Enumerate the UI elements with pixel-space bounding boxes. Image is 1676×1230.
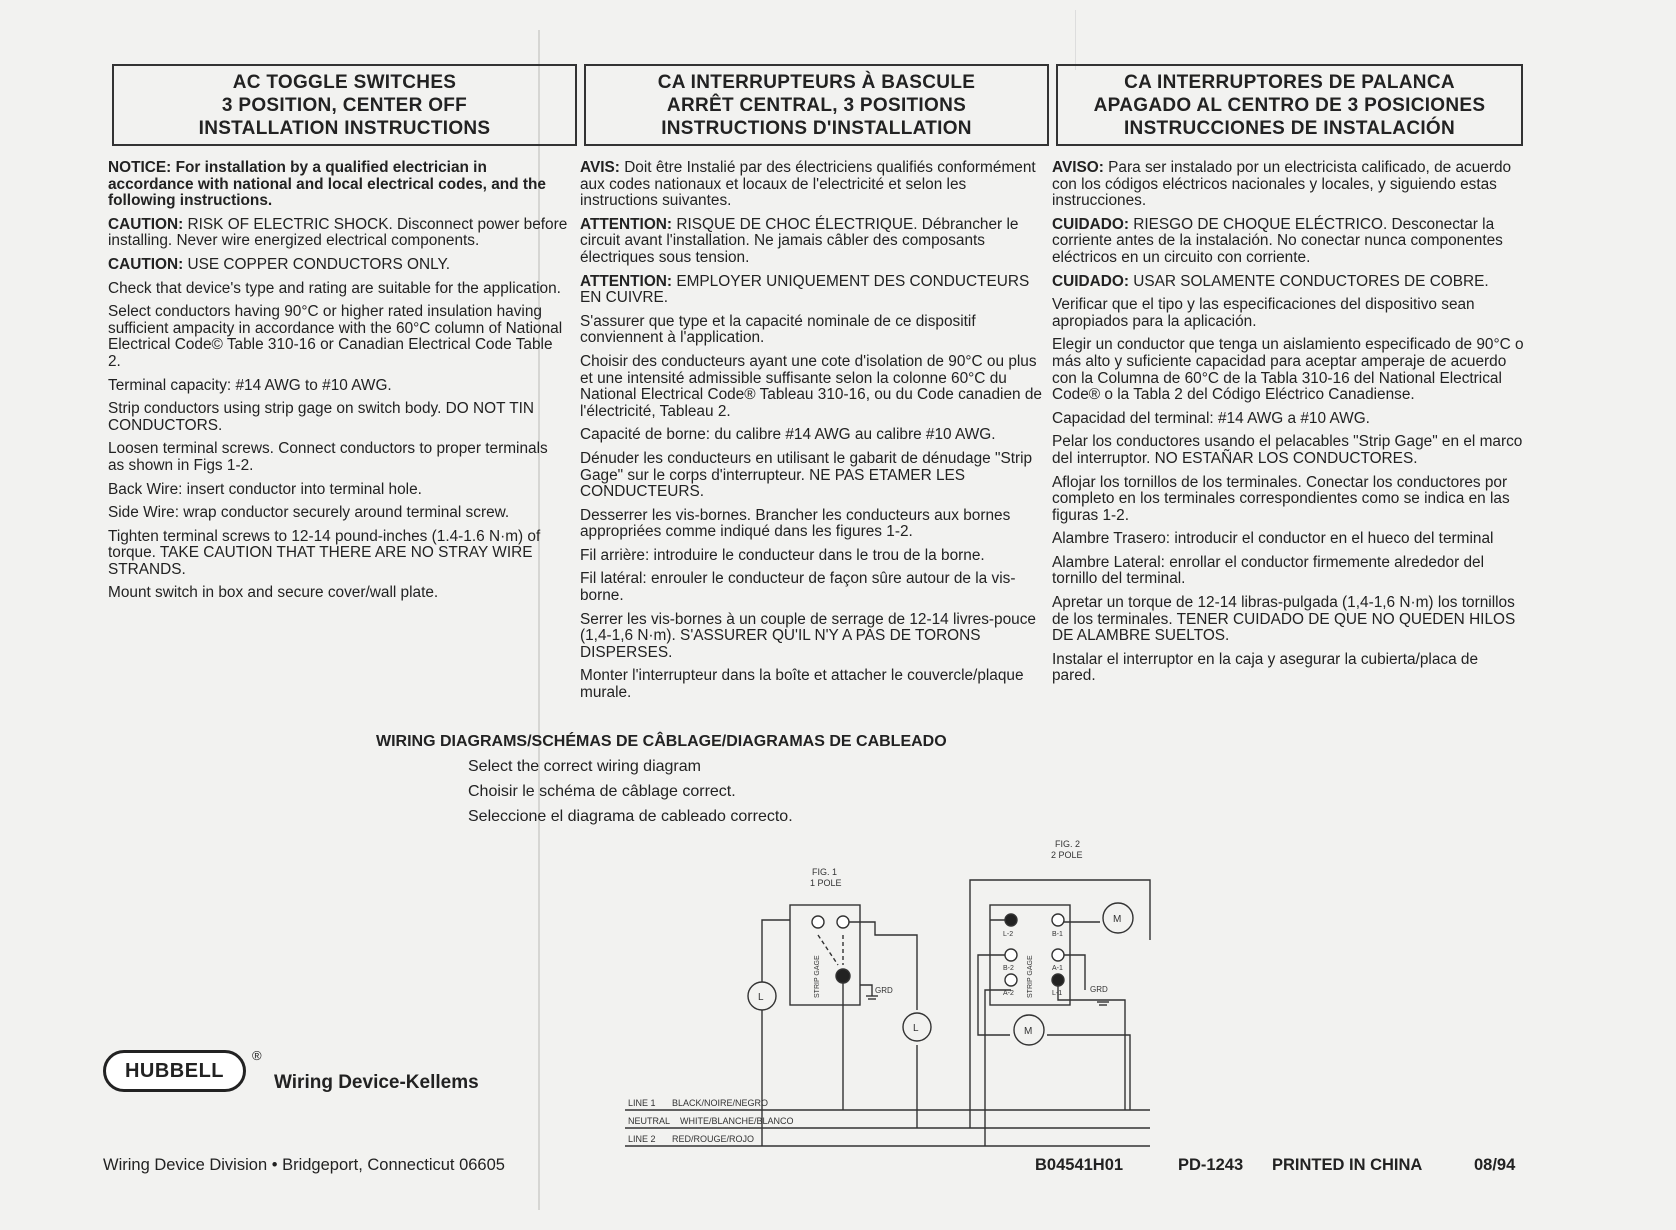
motor-icon [1103, 903, 1133, 933]
notice-text: For installation by a qualified electrician in accordance with national and local electrical codes, and the following instructions. [108, 159, 546, 210]
instruction: Back Wire: insert conductor into terminal hole. [108, 480, 422, 498]
attention-text: RISQUE DE CHOC ÉLECTRIQUE. Débrancher le circuit avant l'installation. Ne jamais câbler des composants électriques sous tension. [580, 215, 1019, 266]
instruction: Capacité de borne: du calibre #14 AWG au calibre #10 AWG. [580, 426, 996, 444]
instruction: Fil arrière: introduire le conducteur dans le trou de la borne. [580, 546, 985, 564]
caution-label: CAUTION: [108, 255, 184, 273]
terminal-icon [836, 969, 850, 983]
terminal-icon [1005, 949, 1017, 961]
attention-label: ATTENTION: [580, 215, 673, 233]
lamp-icon [903, 1013, 931, 1041]
terminal-label: A-2 [1003, 990, 1014, 997]
logo-text: HUBBELL [124, 1059, 225, 1082]
caution-text: USE COPPER CONDUCTORS ONLY. [187, 255, 451, 273]
document-code: B04541H01 [1035, 1156, 1124, 1174]
caution-paragraph [108, 217, 568, 250]
header-line: 3 POSITION, CENTER OFF [221, 94, 468, 116]
registered-mark: ® [252, 1048, 262, 1063]
french-column [580, 160, 1043, 709]
terminal-icon [812, 916, 824, 928]
notice-paragraph [108, 160, 568, 210]
cuidado-paragraph [1052, 217, 1525, 267]
terminal-icon [1005, 914, 1017, 926]
instruction: Alambre Lateral: enrollar el conductor firmemente alrededor del tornillo del terminal. [1052, 553, 1485, 588]
attention-paragraph [580, 217, 1043, 267]
aviso-paragraph [1052, 160, 1525, 210]
fig2-switch-body [990, 905, 1070, 1005]
printed-in: PRINTED IN CHINA [1272, 1156, 1423, 1174]
instruction: Loosen terminal screws. Connect conductors to proper terminals as shown in Figs 1-2. [108, 440, 548, 474]
instruction: Pelar los conductores usando el pelacables "Strip Gage" en el marco del interruptor. NO ESTAÑAR LOS CONDUCTORES. [1052, 433, 1523, 467]
header-english [112, 64, 577, 146]
instruction: Capacidad del terminal: #14 AWG a #10 AWG. [1052, 409, 1370, 427]
aviso-text: Para ser instalado por un electricista calificado, de acuerdo con los códigos eléctricos nacionales y locales, y siguiendo estas instrucciones. [1052, 159, 1512, 210]
line1-color: BLACK/NOIRE/NEGRO [672, 1098, 769, 1108]
instruction: Verificar que el tipo y las especificaciones del dispositivo sean apropiados para la aplicación. [1052, 296, 1475, 330]
header-line: CA INTERRUPTORES DE PALANCA [1124, 71, 1455, 93]
avis-label: AVIS: [580, 159, 620, 176]
lamp-label: L [913, 1023, 919, 1034]
terminal-icon [1005, 974, 1017, 986]
strip-gage-label: STRIP GAGE [1027, 955, 1034, 998]
fig2-wire [1058, 955, 1085, 990]
attention-label: ATTENTION: [580, 272, 673, 290]
spanish-column [1052, 160, 1525, 692]
print-date: 08/94 [1474, 1156, 1516, 1174]
logo-badge [103, 1050, 246, 1092]
fig2-wire [985, 990, 1011, 1146]
line2-color: RED/ROUGE/ROJO [672, 1134, 755, 1144]
attention-text: EMPLOYER UNIQUEMENT DES CONDUCTEURS EN CUIVRE. [580, 272, 1030, 307]
cuidado-label: CUIDADO: [1052, 215, 1129, 233]
instruction: Tighten terminal screws to 12-14 pound-inches (1.4-1.6 N·m) of torque. TAKE CAUTION THAT THERE ARE NO STRAY WIRE STRANDS. [108, 527, 541, 578]
neutral-label: NEUTRAL [628, 1116, 671, 1126]
fig2-wire [970, 880, 1150, 940]
instruction: Apretar un torque de 12-14 libras-pulgada (1,4-1,6 N·m) los tornillos de los terminales. TENER CUIDADO DE QUE NO QUEDEN HILOS DE ALAMBRE SUELTOS. [1052, 594, 1516, 645]
wiring-line: Select the correct wiring diagram [468, 758, 701, 775]
fig2-title: FIG. 2 [1055, 839, 1081, 849]
instruction: Aflojar los tornillos de los terminales. Conectar los conductores por completo en los terminales correspondientes como se indica en las figuras 1-2. [1052, 473, 1510, 524]
instruction: Select conductors having 90°C or higher rated insulation having sufficient ampacity in accordance with the 60°C column of National Electrical Code© Table 310-16 or Canadian Electrical Code Table 2. [108, 303, 563, 370]
wiring-line: Choisir le schéma de câblage correct. [468, 783, 736, 800]
header-line: INSTRUCTIONS D'INSTALLATION [661, 117, 972, 139]
avis-text: Doit être Instalié par des électriciens qualifiés conformément aux codes nationaux et locaux de l'electricité et selon les instructions suivantes. [580, 159, 1036, 210]
motor-label: M [1024, 1026, 1033, 1037]
lamp-icon [748, 982, 776, 1010]
instruction: Check that device's type and rating are suitable for the application. [108, 279, 561, 297]
line2-label: LINE 2 [628, 1134, 656, 1144]
instruction: Strip conductors using strip gage on switch body. DO NOT TIN CONDUCTORS. [108, 400, 534, 434]
fig1-wire [762, 920, 790, 982]
header-line: APAGADO AL CENTRO DE 3 POSICIONES [1093, 94, 1486, 116]
english-column [108, 160, 568, 609]
terminal-label: B-1 [1052, 931, 1063, 938]
caution-paragraph [108, 257, 568, 274]
header-line: AC TOGGLE SWITCHES [232, 71, 457, 93]
instruction: Fil latéral: enrouler le conducteur de façon sûre autour de la vis-borne. [580, 570, 1016, 605]
instruction: Terminal capacity: #14 AWG to #10 AWG. [108, 376, 392, 394]
fig1-ground-wire [860, 985, 872, 996]
grd-label: GRD [1090, 985, 1108, 994]
terminal-icon [1052, 949, 1064, 961]
terminal-label: L-2 [1003, 931, 1014, 938]
wiring-line: Seleccione el diagrama de cableado correcto. [468, 808, 793, 825]
avis-paragraph [580, 160, 1043, 210]
fig2-sub: 2 POLE [1051, 850, 1083, 860]
instruction: Serrer les vis-bornes à un couple de serrage de 12-14 livres-pouce (1,4-1,6 N·m). S'ASSURER QU'IL N'Y A PAS DE TORONS DISPERSES. [580, 610, 1036, 661]
instruction: Side Wire: wrap conductor securely around terminal screw. [108, 504, 510, 522]
fig1-title: FIG. 1 [812, 867, 838, 877]
fig1-switch-body [790, 905, 860, 1005]
aviso-label: AVISO: [1052, 159, 1104, 176]
header-french [584, 64, 1049, 146]
header-line: INSTALLATION INSTRUCTIONS [198, 117, 491, 139]
terminal-icon [837, 916, 849, 928]
wiring-title: WIRING DIAGRAMS/SCHÉMAS DE CÂBLAGE/DIAGRAMAS DE CABLEADO [376, 733, 947, 750]
instruction: Dénuder les conducteurs en utilisant le gabarit de dénudage "Strip Gage" sur le corps d'interrupteur. NE PAS ETAMER LES CONDUCTEURS. [580, 449, 1033, 501]
cuidado-paragraph [1052, 274, 1525, 291]
instruction: Alambre Trasero: introducir el conductor en el hueco del terminal [1052, 530, 1494, 548]
wiring-diagrams-section [376, 733, 996, 833]
motor-icon [1014, 1015, 1044, 1045]
motor-label: M [1113, 914, 1122, 925]
grd-label: GRD [875, 986, 893, 995]
fig1-internal-link [818, 935, 838, 965]
hubbell-logo [103, 1050, 246, 1092]
caution-text: RISK OF ELECTRIC SHOCK. Disconnect power before installing. Never wire energized electrical components. [108, 215, 568, 250]
brand-name: Wiring Device-Kellems [274, 1072, 479, 1093]
instruction: Instalar el interruptor en la caja y asegurar la cubierta/placa de pared. [1052, 650, 1479, 685]
header-line: INSTRUCCIONES DE INSTALACIÓN [1123, 117, 1456, 139]
lamp-label: L [758, 992, 764, 1003]
instruction: Desserrer les vis-bornes. Brancher les conducteurs aux bornes appropriées comme indiqué dans les figures 1-2. [580, 506, 1011, 541]
instruction: Choisir des conducteurs ayant une cote d'isolation de 90°C ou plus et une intensité admissible suffisante selon la colonne 60°C du National Electrical Code® Tableau 310-16, ou du Code canadien de l'électricité, Tableau 2. [580, 352, 1042, 420]
strip-gage-label: STRIP GAGE [814, 955, 821, 998]
fig1-sub: 1 POLE [810, 878, 842, 888]
caution-label: CAUTION: [108, 215, 184, 233]
header-line: CA INTERRUPTEURS À BASCULE [657, 71, 976, 93]
fig2-wire [1058, 985, 1125, 1110]
fig1-wire [842, 922, 917, 1010]
instruction: S'assurer que type et la capacité nominale de ce dispositif conviennent à l'application. [580, 312, 976, 347]
instruction: Elegir un conductor que tenga un aislamiento especificado de 90°C o más alto y suficiente capacidad para aceptar amperaje de acuerdo con la Columna de 60°C de la Tabla 310-16 del National Electrical Code® o la Tabla 2 del Código Eléctrico Canadiense. [1052, 336, 1524, 404]
paper-fold-line [1075, 10, 1076, 70]
instruction: Mount switch in box and secure cover/wall plate. [108, 584, 439, 602]
header-spanish [1056, 64, 1523, 146]
division-address: Wiring Device Division • Bridgeport, Connecticut 06605 [103, 1156, 505, 1174]
terminal-label: L-1 [1052, 990, 1063, 997]
terminal-icon [1052, 914, 1064, 926]
header-line: ARRÊT CENTRAL, 3 POSITIONS [666, 94, 967, 116]
fig2-wire [1047, 1035, 1130, 1110]
cuidado-label: CUIDADO: [1052, 272, 1129, 290]
part-code: PD-1243 [1178, 1156, 1244, 1174]
line1-label: LINE 1 [628, 1098, 656, 1108]
terminal-label: B-2 [1003, 965, 1014, 972]
neutral-color: WHITE/BLANCHE/BLANCO [680, 1116, 794, 1126]
notice-label: NOTICE: [108, 159, 172, 176]
fig2-wire [978, 955, 1011, 1035]
cuidado-text: RIESGO DE CHOQUE ELÉCTRICO. Desconectar la corriente antes de la instalación. No conectar nunca componentes eléctricos en un circuito con corriente. [1052, 215, 1503, 266]
terminal-icon [1052, 974, 1064, 986]
attention-paragraph [580, 274, 1043, 307]
instruction: Monter l'interrupteur dans la boîte et attacher le couvercle/plaque murale. [580, 667, 1024, 702]
terminal-label: A-1 [1052, 965, 1063, 972]
cuidado-text: USAR SOLAMENTE CONDUCTORES DE COBRE. [1133, 272, 1489, 290]
